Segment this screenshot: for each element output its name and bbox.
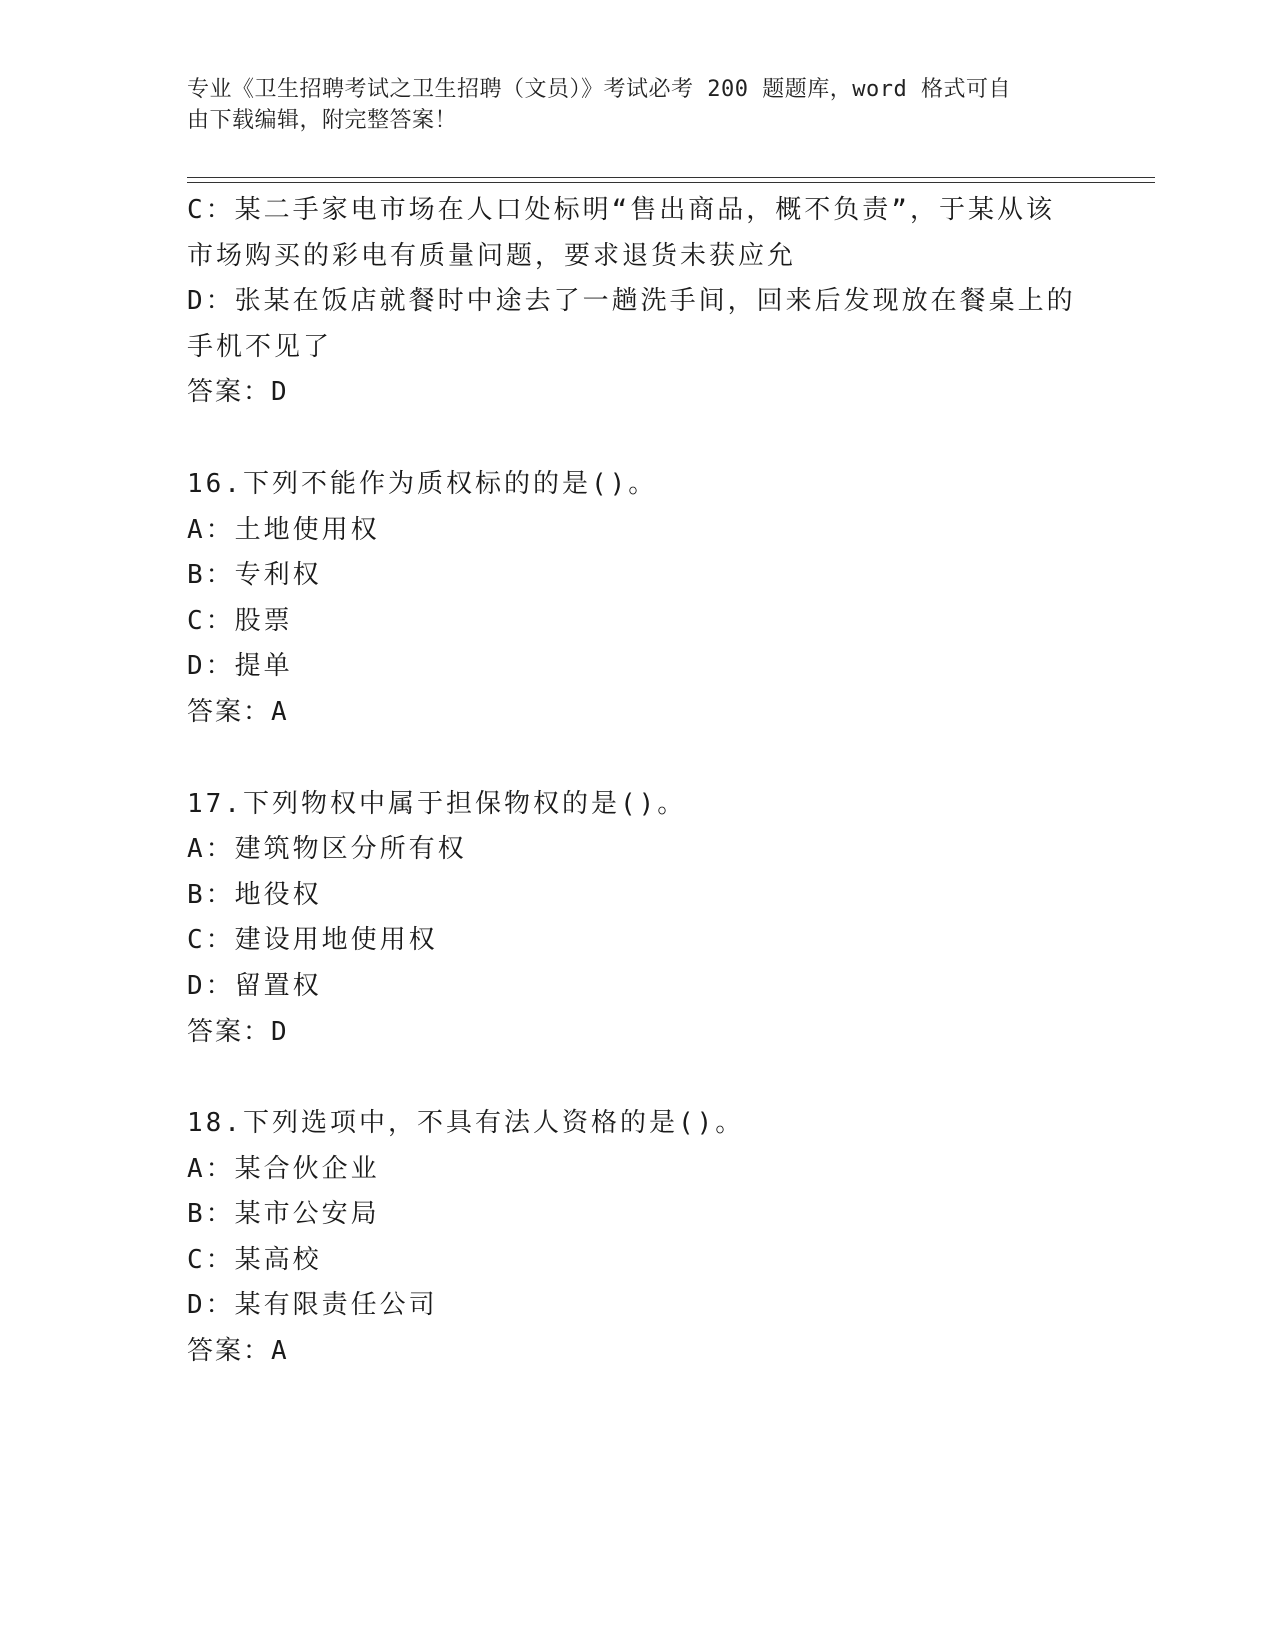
question-18 (187, 1101, 1087, 1375)
option-d: D：留置权 (187, 970, 322, 1001)
option-c: C：股票 (187, 605, 293, 636)
answer-line: 答案：A (187, 696, 289, 727)
document-header (187, 74, 1067, 136)
option-c-line-1: C：某二手家电市场在人口处标明“售出商品，概不负责”，于某从该 (187, 195, 1055, 225)
option-d-line-1: D：张某在饭店就餐时中途去了一趟洗手间，回来后发现放在餐桌上的 (187, 286, 1076, 317)
answer-line: 答案：D (187, 377, 289, 408)
question-spacer (187, 1055, 1087, 1101)
header-divider-top (187, 177, 1155, 178)
question-17 (187, 782, 1087, 1056)
header-line-2: 由下载编辑，附完整答案！ (187, 108, 458, 133)
question-spacer (187, 736, 1087, 782)
option-b: B：专利权 (187, 560, 322, 591)
option-c: C：某高校 (187, 1244, 322, 1275)
question-stem: 17.下列物权中属于担保物权的是()。 (187, 788, 687, 819)
option-d-line-2: 手机不见了 (187, 331, 333, 362)
question-list (187, 188, 1087, 1375)
header-divider-bottom (187, 182, 1155, 183)
option-b: B：某市公安局 (187, 1199, 380, 1230)
option-a: A：建筑物区分所有权 (187, 834, 467, 865)
option-d: D：某有限责任公司 (187, 1290, 438, 1321)
question-15-continued (187, 188, 1087, 416)
option-d: D：提单 (187, 651, 293, 682)
question-stem: 16.下列不能作为质权标的的是()。 (187, 468, 658, 499)
option-a: A：土地使用权 (187, 514, 380, 545)
question-spacer (187, 416, 1087, 462)
question-stem: 18.下列选项中，不具有法人资格的是()。 (187, 1108, 745, 1139)
header-line-1: 专业《卫生招聘考试之卫生招聘（文员）》考试必考 200 题题库，word 格式可自 (187, 77, 1011, 102)
option-c-line-2: 市场购买的彩电有质量问题，要求退货未获应允 (187, 240, 797, 271)
option-b: B：地役权 (187, 879, 322, 910)
answer-line: 答案：A (187, 1336, 289, 1367)
option-a: A：某合伙企业 (187, 1153, 380, 1184)
option-c: C：建设用地使用权 (187, 925, 438, 956)
question-16 (187, 462, 1087, 736)
answer-line: 答案：D (187, 1016, 289, 1047)
